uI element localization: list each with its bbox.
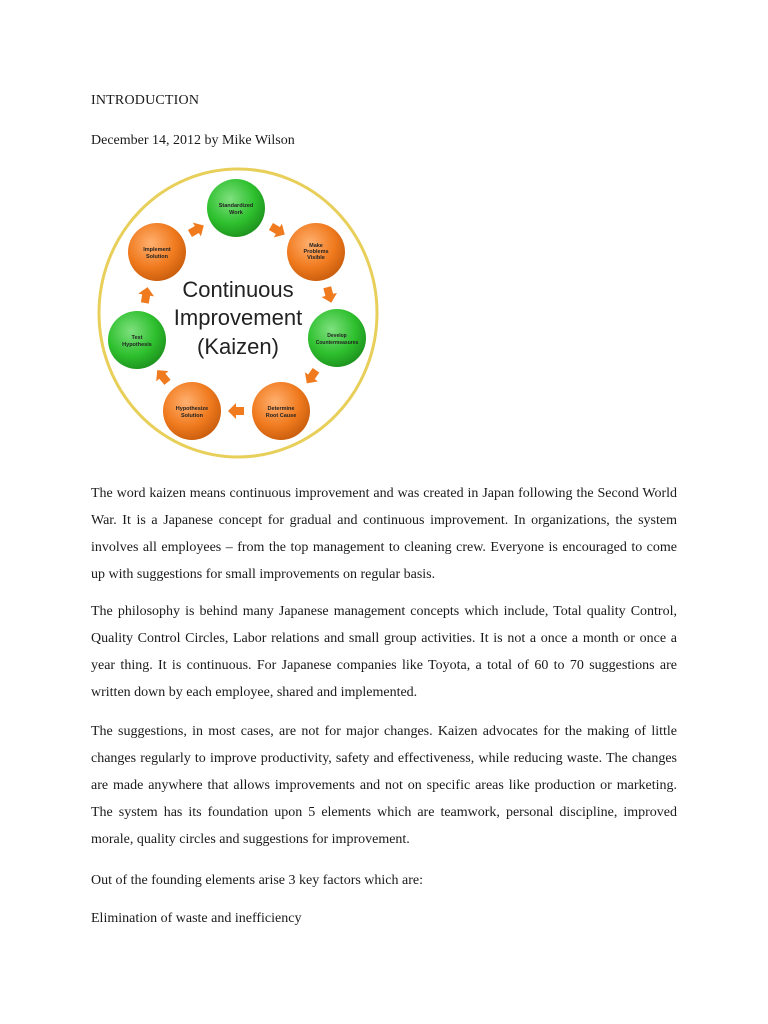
- svg-text:Determine: Determine: [267, 406, 295, 412]
- svg-text:Work: Work: [229, 210, 243, 216]
- node-standardized-work: [207, 179, 265, 237]
- svg-text:Problems: Problems: [303, 249, 329, 255]
- node-hypothesize-solution: [163, 382, 221, 440]
- svg-text:Test: Test: [131, 335, 143, 341]
- svg-text:Root Cause: Root Cause: [265, 413, 297, 419]
- svg-text:Hypothesis: Hypothesis: [122, 342, 152, 348]
- svg-text:Visible: Visible: [307, 255, 325, 261]
- svg-text:Solution: Solution: [181, 413, 203, 419]
- node-make-problems-visible: [287, 223, 345, 281]
- svg-text:Standardized: Standardized: [218, 203, 254, 209]
- byline: December 14, 2012 by Mike Wilson: [91, 133, 295, 148]
- node-implement-solution: [128, 223, 186, 281]
- node-develop-countermeasures: [308, 309, 366, 367]
- svg-text:Countermeasures: Countermeasures: [315, 340, 359, 346]
- svg-text:Implement: Implement: [143, 247, 171, 253]
- center-title-line-2: Improvement: [173, 305, 303, 330]
- paragraph-1: The word kaizen means continuous improvement and was created in Japan following the Second World War. It is a Japanese concept for gradual and continuous improvement. In organizations, the system involves all employees – from the top management to cleaning crew. Everyone is encouraged to come up with suggestions for small improvements on regular basis.: [91, 486, 677, 582]
- kaizen-cycle-graphic: [93, 165, 383, 461]
- paragraph-4: Out of the founding elements arise 3 key factors which are:: [91, 873, 424, 888]
- center-title-line-1: Continuous: [182, 277, 294, 302]
- svg-text:Hypothesize: Hypothesize: [175, 406, 209, 412]
- paragraph-3: The suggestions, in most cases, are not for major changes. Kaizen advocates for the making of little changes regularly to improve productivity, safety and effectiveness, while reducing waste. The changes are made anywhere that allows improvements and not on specific areas like production or marketing. The system has its foundation upon 5 elements which are teamwork, personal discipline, improved morale, quality circles and suggestions for improvement.: [91, 724, 677, 847]
- svg-text:Solution: Solution: [146, 254, 168, 260]
- paragraph-2: The philosophy is behind many Japanese management concepts which include, Total quality Control, Quality Control Circles, Labor relations and small group activities. It is not a once a month or once a year thing. It is continuous. For Japanese companies like Toyota, a total of 60 to 70 suggestions are written down by each employee, shared and implemented.: [91, 604, 677, 700]
- node-determine-root-cause: [252, 382, 310, 440]
- svg-text:Make: Make: [309, 243, 323, 249]
- node-test-hypothesis: [108, 311, 166, 369]
- center-title-line-3: (Kaizen): [197, 334, 279, 359]
- kaizen-diagram: [93, 165, 383, 461]
- paragraph-5: Elimination of waste and inefficiency: [91, 911, 302, 926]
- page-title: INTRODUCTION: [91, 93, 200, 108]
- svg-text:Develop: Develop: [327, 333, 347, 339]
